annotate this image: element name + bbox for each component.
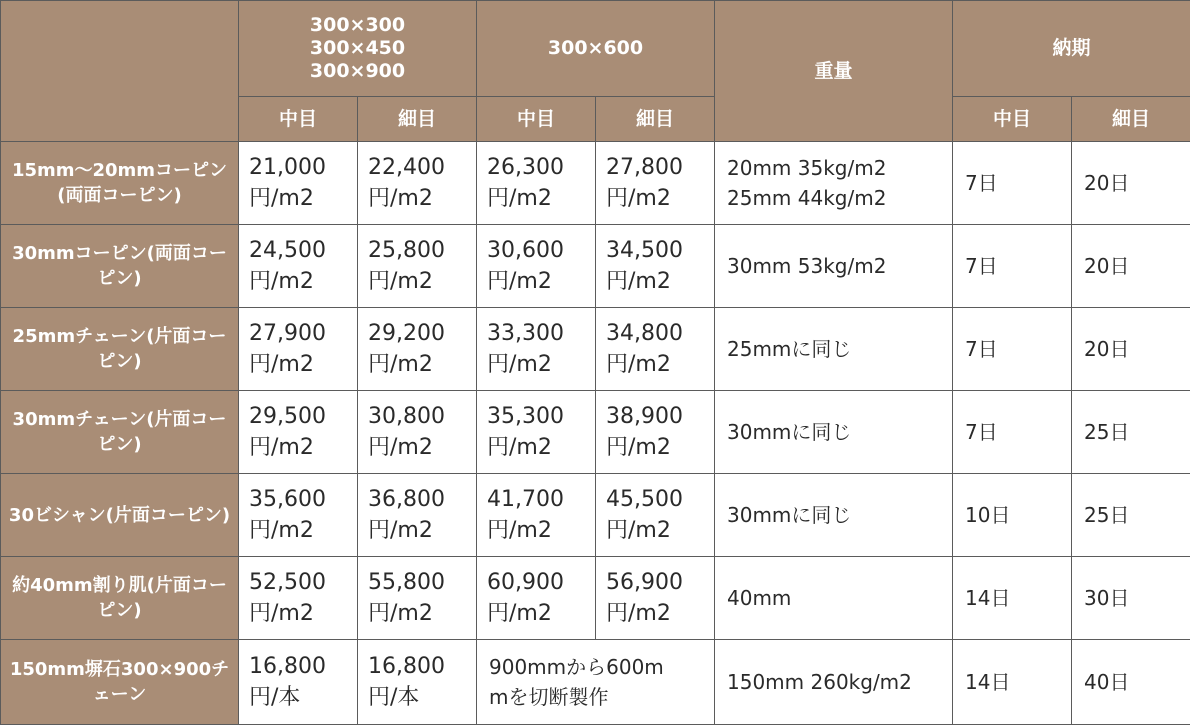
price-unit: 円/m2	[487, 432, 595, 463]
price-cell	[358, 557, 477, 640]
delivery-fine-cell: 20日	[1072, 308, 1190, 391]
delivery-fine-cell: 40日	[1072, 640, 1190, 725]
price-value: 41,700	[487, 484, 595, 515]
price-value: 38,900	[606, 401, 714, 432]
row-label: 約40mm割り肌(片面コーピン)	[1, 557, 239, 640]
weight-cell	[715, 474, 953, 557]
delivery-medium-cell: 7日	[953, 308, 1072, 391]
price-cell	[596, 142, 715, 225]
row-label: 30mmチェーン(片面コーピン)	[1, 391, 239, 474]
table-body	[1, 142, 1190, 725]
cut-note-cell	[477, 640, 715, 725]
price-value: 34,800	[606, 318, 714, 349]
header-row-top	[1, 1, 1190, 97]
price-value: 30,600	[487, 235, 595, 266]
price-value: 30,800	[368, 401, 476, 432]
table-row	[1, 474, 1190, 557]
price-cell	[358, 225, 477, 308]
price-cell	[477, 142, 596, 225]
price-unit: 円/m2	[606, 432, 714, 463]
row-label: 30ビシャン(片面コーピン)	[1, 474, 239, 557]
size-label: 300×450	[239, 37, 476, 60]
delivery-fine-cell: 25日	[1072, 474, 1190, 557]
cut-note-text: 900mmから600m	[489, 652, 714, 682]
price-value: 29,500	[249, 401, 357, 432]
header-mesh-medium: 中目	[477, 97, 596, 142]
price-cell	[358, 308, 477, 391]
price-value: 16,800	[368, 651, 476, 682]
weight-cell	[715, 391, 953, 474]
price-value: 55,800	[368, 567, 476, 598]
price-unit: 円/m2	[249, 349, 357, 380]
price-cell	[358, 391, 477, 474]
weight-value: 25mmに同じ	[727, 334, 952, 364]
price-unit: 円/m2	[487, 183, 595, 214]
price-cell	[477, 308, 596, 391]
price-cell	[596, 225, 715, 308]
header-delivery: 納期	[953, 1, 1190, 97]
price-value: 36,800	[368, 484, 476, 515]
price-value: 35,300	[487, 401, 595, 432]
delivery-fine-cell: 20日	[1072, 142, 1190, 225]
price-unit: 円/m2	[368, 515, 476, 546]
price-unit: 円/m2	[368, 349, 476, 380]
price-unit: 円/m2	[249, 432, 357, 463]
price-unit: 円/m2	[249, 598, 357, 629]
delivery-fine-cell: 30日	[1072, 557, 1190, 640]
price-cell	[596, 308, 715, 391]
weight-value: 150mm 260kg/m2	[727, 667, 952, 697]
price-unit: 円/m2	[368, 183, 476, 214]
header-delivery-medium: 中目	[953, 97, 1072, 142]
delivery-medium-cell: 10日	[953, 474, 1072, 557]
price-value: 24,500	[249, 235, 357, 266]
table-row	[1, 142, 1190, 225]
row-label: 15mm～20mmコーピン(両面コーピン)	[1, 142, 239, 225]
price-value: 29,200	[368, 318, 476, 349]
header-weight: 重量	[715, 1, 953, 142]
price-unit: 円/m2	[606, 349, 714, 380]
price-value: 21,000	[249, 152, 357, 183]
price-cell	[477, 474, 596, 557]
price-unit: 円/m2	[606, 266, 714, 297]
table-row	[1, 391, 1190, 474]
price-cell	[239, 225, 358, 308]
weight-cell	[715, 640, 953, 725]
price-cell	[596, 474, 715, 557]
price-value: 52,500	[249, 567, 357, 598]
price-cell	[477, 391, 596, 474]
price-unit: 円/m2	[368, 598, 476, 629]
price-cell	[358, 640, 477, 725]
weight-value: 20mm 35kg/m2	[727, 153, 952, 183]
price-unit: 円/m2	[606, 515, 714, 546]
price-unit: 円/m2	[487, 349, 595, 380]
weight-value: 30mmに同じ	[727, 417, 952, 447]
header-size-group2: 300×600	[477, 1, 715, 97]
price-value: 27,800	[606, 152, 714, 183]
price-cell	[596, 391, 715, 474]
price-value: 60,900	[487, 567, 595, 598]
price-cell	[477, 225, 596, 308]
price-value: 56,900	[606, 567, 714, 598]
weight-cell	[715, 142, 953, 225]
delivery-fine-cell: 25日	[1072, 391, 1190, 474]
table-row	[1, 225, 1190, 308]
price-value: 34,500	[606, 235, 714, 266]
price-unit: 円/m2	[249, 515, 357, 546]
price-value: 45,500	[606, 484, 714, 515]
weight-value: 30mmに同じ	[727, 500, 952, 530]
row-label: 30mmコーピン(両面コーピン)	[1, 225, 239, 308]
price-unit: 円/本	[368, 682, 476, 713]
delivery-medium-cell: 7日	[953, 391, 1072, 474]
price-cell	[358, 142, 477, 225]
size-label: 300×900	[239, 60, 476, 83]
delivery-medium-cell: 14日	[953, 640, 1072, 725]
delivery-medium-cell: 14日	[953, 557, 1072, 640]
delivery-fine-cell: 20日	[1072, 225, 1190, 308]
price-value: 33,300	[487, 318, 595, 349]
header-size-group1	[239, 1, 477, 97]
row-label: 25mmチェーン(片面コーピン)	[1, 308, 239, 391]
weight-value: 30mm 53kg/m2	[727, 251, 952, 281]
price-unit: 円/m2	[368, 432, 476, 463]
price-value: 22,400	[368, 152, 476, 183]
price-unit: 円/m2	[249, 183, 357, 214]
price-cell	[239, 308, 358, 391]
weight-cell	[715, 225, 953, 308]
price-unit: 円/m2	[368, 266, 476, 297]
price-cell	[239, 640, 358, 725]
weight-cell	[715, 308, 953, 391]
header-mesh-fine: 細目	[596, 97, 715, 142]
table-row	[1, 557, 1190, 640]
price-cell	[239, 557, 358, 640]
weight-value: 40mm	[727, 583, 952, 613]
price-value: 16,800	[249, 651, 357, 682]
delivery-medium-cell: 7日	[953, 225, 1072, 308]
header-delivery-fine: 細目	[1072, 97, 1190, 142]
weight-value: 25mm 44kg/m2	[727, 183, 952, 213]
price-unit: 円/m2	[249, 266, 357, 297]
price-cell	[477, 557, 596, 640]
price-unit: 円/m2	[606, 183, 714, 214]
header-mesh-fine: 細目	[358, 97, 477, 142]
header-corner	[1, 1, 239, 142]
table-row	[1, 640, 1190, 725]
price-cell	[239, 142, 358, 225]
price-unit: 円/m2	[487, 515, 595, 546]
price-value: 25,800	[368, 235, 476, 266]
row-label: 150mm塀石300×900チェーン	[1, 640, 239, 725]
price-value: 27,900	[249, 318, 357, 349]
price-value: 26,300	[487, 152, 595, 183]
price-cell	[239, 474, 358, 557]
price-unit: 円/m2	[487, 266, 595, 297]
price-cell	[358, 474, 477, 557]
delivery-medium-cell: 7日	[953, 142, 1072, 225]
price-value: 35,600	[249, 484, 357, 515]
price-unit: 円/m2	[487, 598, 595, 629]
table-row	[1, 308, 1190, 391]
price-cell	[596, 557, 715, 640]
weight-cell	[715, 557, 953, 640]
price-cell	[239, 391, 358, 474]
header-mesh-medium: 中目	[239, 97, 358, 142]
price-unit: 円/本	[249, 682, 357, 713]
price-unit: 円/m2	[606, 598, 714, 629]
size-label: 300×300	[239, 14, 476, 37]
cut-note-text: mを切断製作	[489, 682, 714, 712]
